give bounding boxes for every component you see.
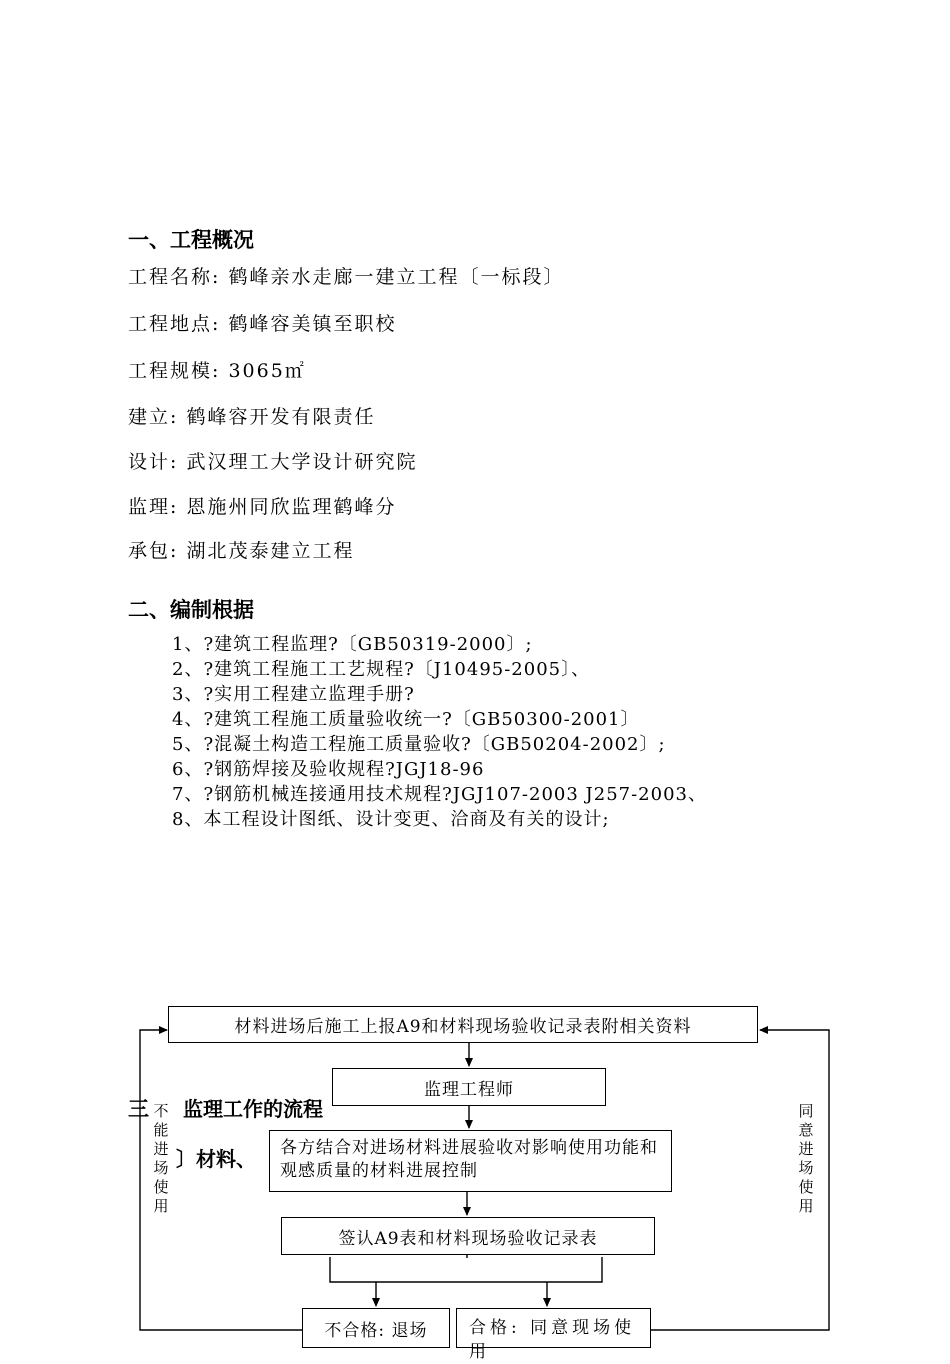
design-unit-line: 设计: 武汉理工大学设计研究院 [128,451,418,473]
reference-item: 7、?钢筋机械连接通用技术规程?JGJ107-2003 J257-2003、 [172,784,707,805]
section-3-subheading: 〕材料、 [176,1147,256,1171]
reference-item: 5、?混凝土构造工程施工质量验收?〔GB50204-2002〕; [172,734,666,755]
reference-item: 6、?钢筋焊接及验收规程?JGJ18-96 [172,759,485,780]
reference-item: 3、?实用工程建立监理手册? [172,684,415,705]
flow-result-fail: 不合格: 退场 [302,1308,450,1348]
flow-result-pass: 合格: 同意现场使用 [456,1308,651,1348]
flow-step-sign-forms: 签认A9表和材料现场验收记录表 [281,1217,655,1255]
flow-step-material-submission: 材料进场后施工上报A9和材料现场验收记录表附相关资料 [168,1006,758,1043]
reference-item: 4、?建筑工程施工质量验收统一?〔GB50300-2001〕 [172,709,640,730]
section-2-heading: 二、编制根据 [128,598,254,622]
construction-unit-line: 建立: 鹤峰容开发有限责任 [128,406,376,428]
reference-item: 8、本工程设计图纸、设计变更、洽商及有关的设计; [172,809,610,830]
flow-step-supervising-engineer: 监理工程师 [332,1068,606,1106]
reference-item: 1、?建筑工程监理?〔GB50319-2000〕; [172,634,533,655]
supervision-unit-line: 监理: 恩施州同欣监理鹤峰分 [128,496,397,518]
flow-loop-label-rejected: 不能进场使用 [153,1102,169,1215]
reference-item: 2、?建筑工程施工工艺规程?〔J10495-2005〕、 [172,659,591,680]
flow-step-joint-inspection: 各方结合对进场材料进展验收对影响使用功能和观感质量的材料进展控制 [269,1130,672,1192]
section-3-heading-end: 监理工作的流程 [183,1097,323,1121]
contractor-line: 承包: 湖北茂泰建立工程 [128,540,355,562]
flow-loop-label-accepted: 同意进场使用 [798,1102,814,1215]
project-name-line: 工程名称: 鹤峰亲水走廊一建立工程〔一标段〕 [128,266,565,288]
section-1-heading: 一、工程概况 [128,228,254,252]
project-location-line: 工程地点: 鹤峰容美镇至职校 [128,313,397,335]
section-3-heading-start: 三 [128,1097,149,1121]
project-scale-line: 工程规模: 3065㎡ [128,360,306,382]
